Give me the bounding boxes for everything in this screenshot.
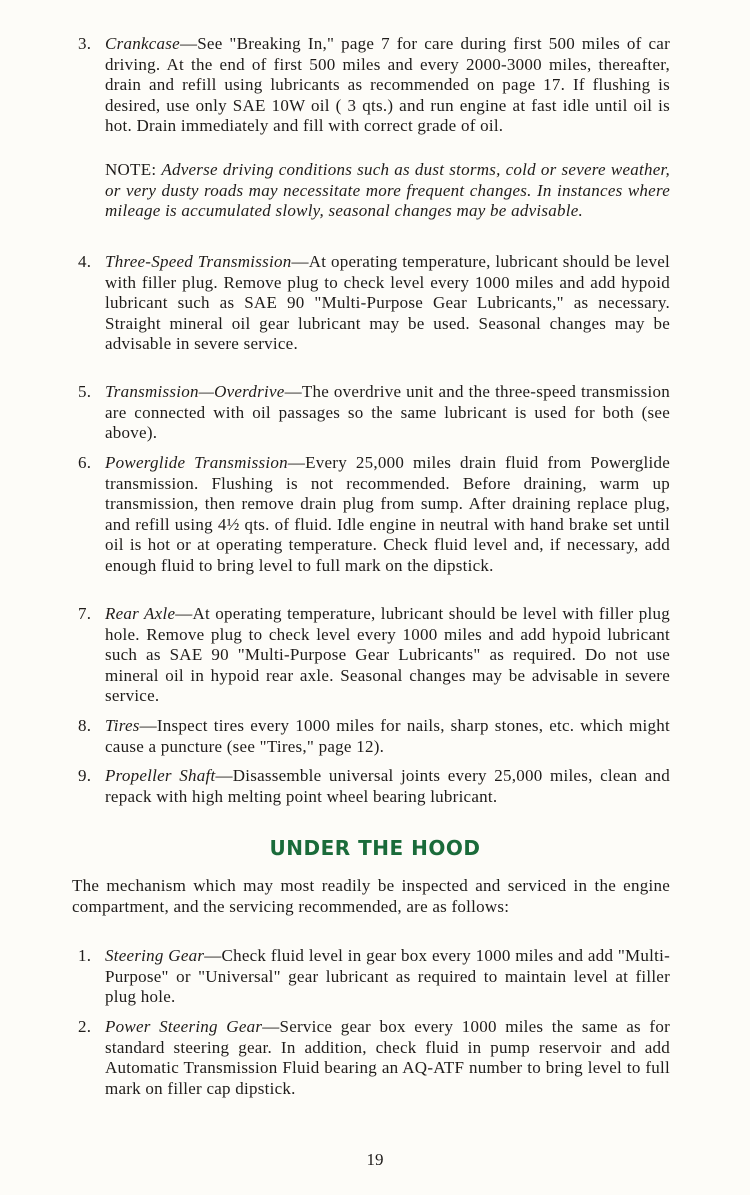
dash: —: [284, 382, 302, 401]
note: [105, 160, 670, 222]
page-number: 19: [366, 1150, 384, 1169]
dash: —: [291, 252, 309, 271]
item-title: Powerglide Transmission: [105, 453, 288, 472]
item-body: The overdrive unit and the three-speed transmission are connected with oil passages so the same lubricant is used for both (see above).: [105, 382, 670, 443]
item-title: Transmission—Overdrive: [105, 382, 285, 401]
item-body: See "Breaking In," page 7 for care during first 500 miles of car driving. At the end of first 500 miles and every 2000-3000 miles, thereafter, drain and refill using lubricants as recommended on page 17. If flushing is desired, use only SAE 10W oil ( 3 qts.) and run engine at fast idle until oil is hot. Drain immediately and fill with correct grade of oil.: [105, 34, 670, 136]
dash: —: [204, 946, 222, 965]
item-title: Tires: [105, 716, 140, 735]
item-body: Inspect tires every 1000 miles for nails, sharp stones, etc. which might cause a puncture (see "Tires," page 12).: [105, 716, 670, 756]
item-body: At operating temperature, lubricant should be level with filler plug. Remove plug to check level every 1000 miles and add hypoid lubricant such as SAE 90 "Multi-Purpose Gear Lubricants," as necessary. Straight mineral oil gear lubricant may be used. Seasonal changes may be advisable in severe service.: [105, 252, 670, 354]
item-7: [78, 604, 670, 707]
item-title: Propeller Shaft: [105, 766, 216, 785]
dash: —: [179, 34, 198, 53]
item-body: Every 25,000 miles drain fluid from Powerglide transmission. Flushing is not recommended. Before draining, warm up transmission, then remove drain plug from sump. After draining replace plug, and refill using 4½ qts. of fluid. Idle engine in neutral with hand brake set until oil is hot or at operating temperature. Check fluid level and, if necessary, add enough fluid to bring level to full mark on the dipstick.: [105, 453, 670, 575]
item-5: [78, 382, 670, 444]
dash: —: [215, 766, 233, 785]
item-6: [78, 453, 670, 577]
item-4: [78, 252, 670, 355]
item-number: 2.: [78, 1017, 92, 1036]
item-title: Crankcase: [105, 34, 180, 53]
item-number: 6.: [78, 453, 92, 472]
item-title: Steering Gear: [105, 946, 205, 965]
item-title: Power Steering Gear: [105, 1017, 263, 1036]
item-9: [78, 766, 670, 807]
dash: —: [175, 604, 193, 623]
item-title: Rear Axle: [105, 604, 176, 623]
dash: —: [287, 453, 306, 472]
section-heading: UNDER THE HOOD: [269, 836, 481, 860]
item-number: 8.: [78, 716, 92, 735]
intro-paragraph: The mechanism which may most readily be inspected and serviced in the engine compartment, and the servicing recommended, are as follows:: [72, 876, 670, 916]
dash: —: [139, 716, 157, 735]
note-label: NOTE:: [105, 160, 157, 179]
item-number: 7.: [78, 604, 92, 623]
dash: —: [262, 1017, 280, 1036]
hood-item-2: [78, 1017, 670, 1099]
item-number: 5.: [78, 382, 92, 401]
item-number: 3.: [78, 34, 92, 53]
item-body: Disassemble universal joints every 25,000 miles, clean and repack with high melting point wheel bearing lubricant.: [105, 766, 670, 806]
item-body: Check fluid level in gear box every 1000 miles and add "Multi-Purpose" or "Universal" gear lubricant as required to maintain level at filler plug hole.: [105, 946, 671, 1007]
item-body: At operating temperature, lubricant should be level with filler plug hole. Remove plug to check level every 1000 miles and add hypoid lubricant such as SAE 90 "Multi-Purpose Gear Lubricants" as required. Do not use mineral oil in hypoid rear axle. Seasonal changes may be advisable in severe service.: [105, 604, 670, 706]
item-number: 4.: [78, 252, 92, 271]
item-number: 9.: [78, 766, 92, 785]
item-3: [78, 34, 670, 137]
hood-item-1: [78, 946, 670, 1008]
item-8: [78, 716, 670, 757]
item-title: Three-Speed Transmission: [105, 252, 292, 271]
item-number: 1.: [78, 946, 92, 965]
note-text: Adverse driving conditions such as dust storms, cold or severe weather, or very dusty roads may necessitate more frequent changes. In instances where mileage is accumulated slowly, seasonal changes may be advisable.: [105, 160, 670, 221]
item-body: Service gear box every 1000 miles the same as for standard steering gear. In addition, check fluid in pump reservoir and add Automatic Transmission Fluid bearing an AQ-ATF number to bring level to full mark on filler cap dipstick.: [105, 1017, 670, 1098]
